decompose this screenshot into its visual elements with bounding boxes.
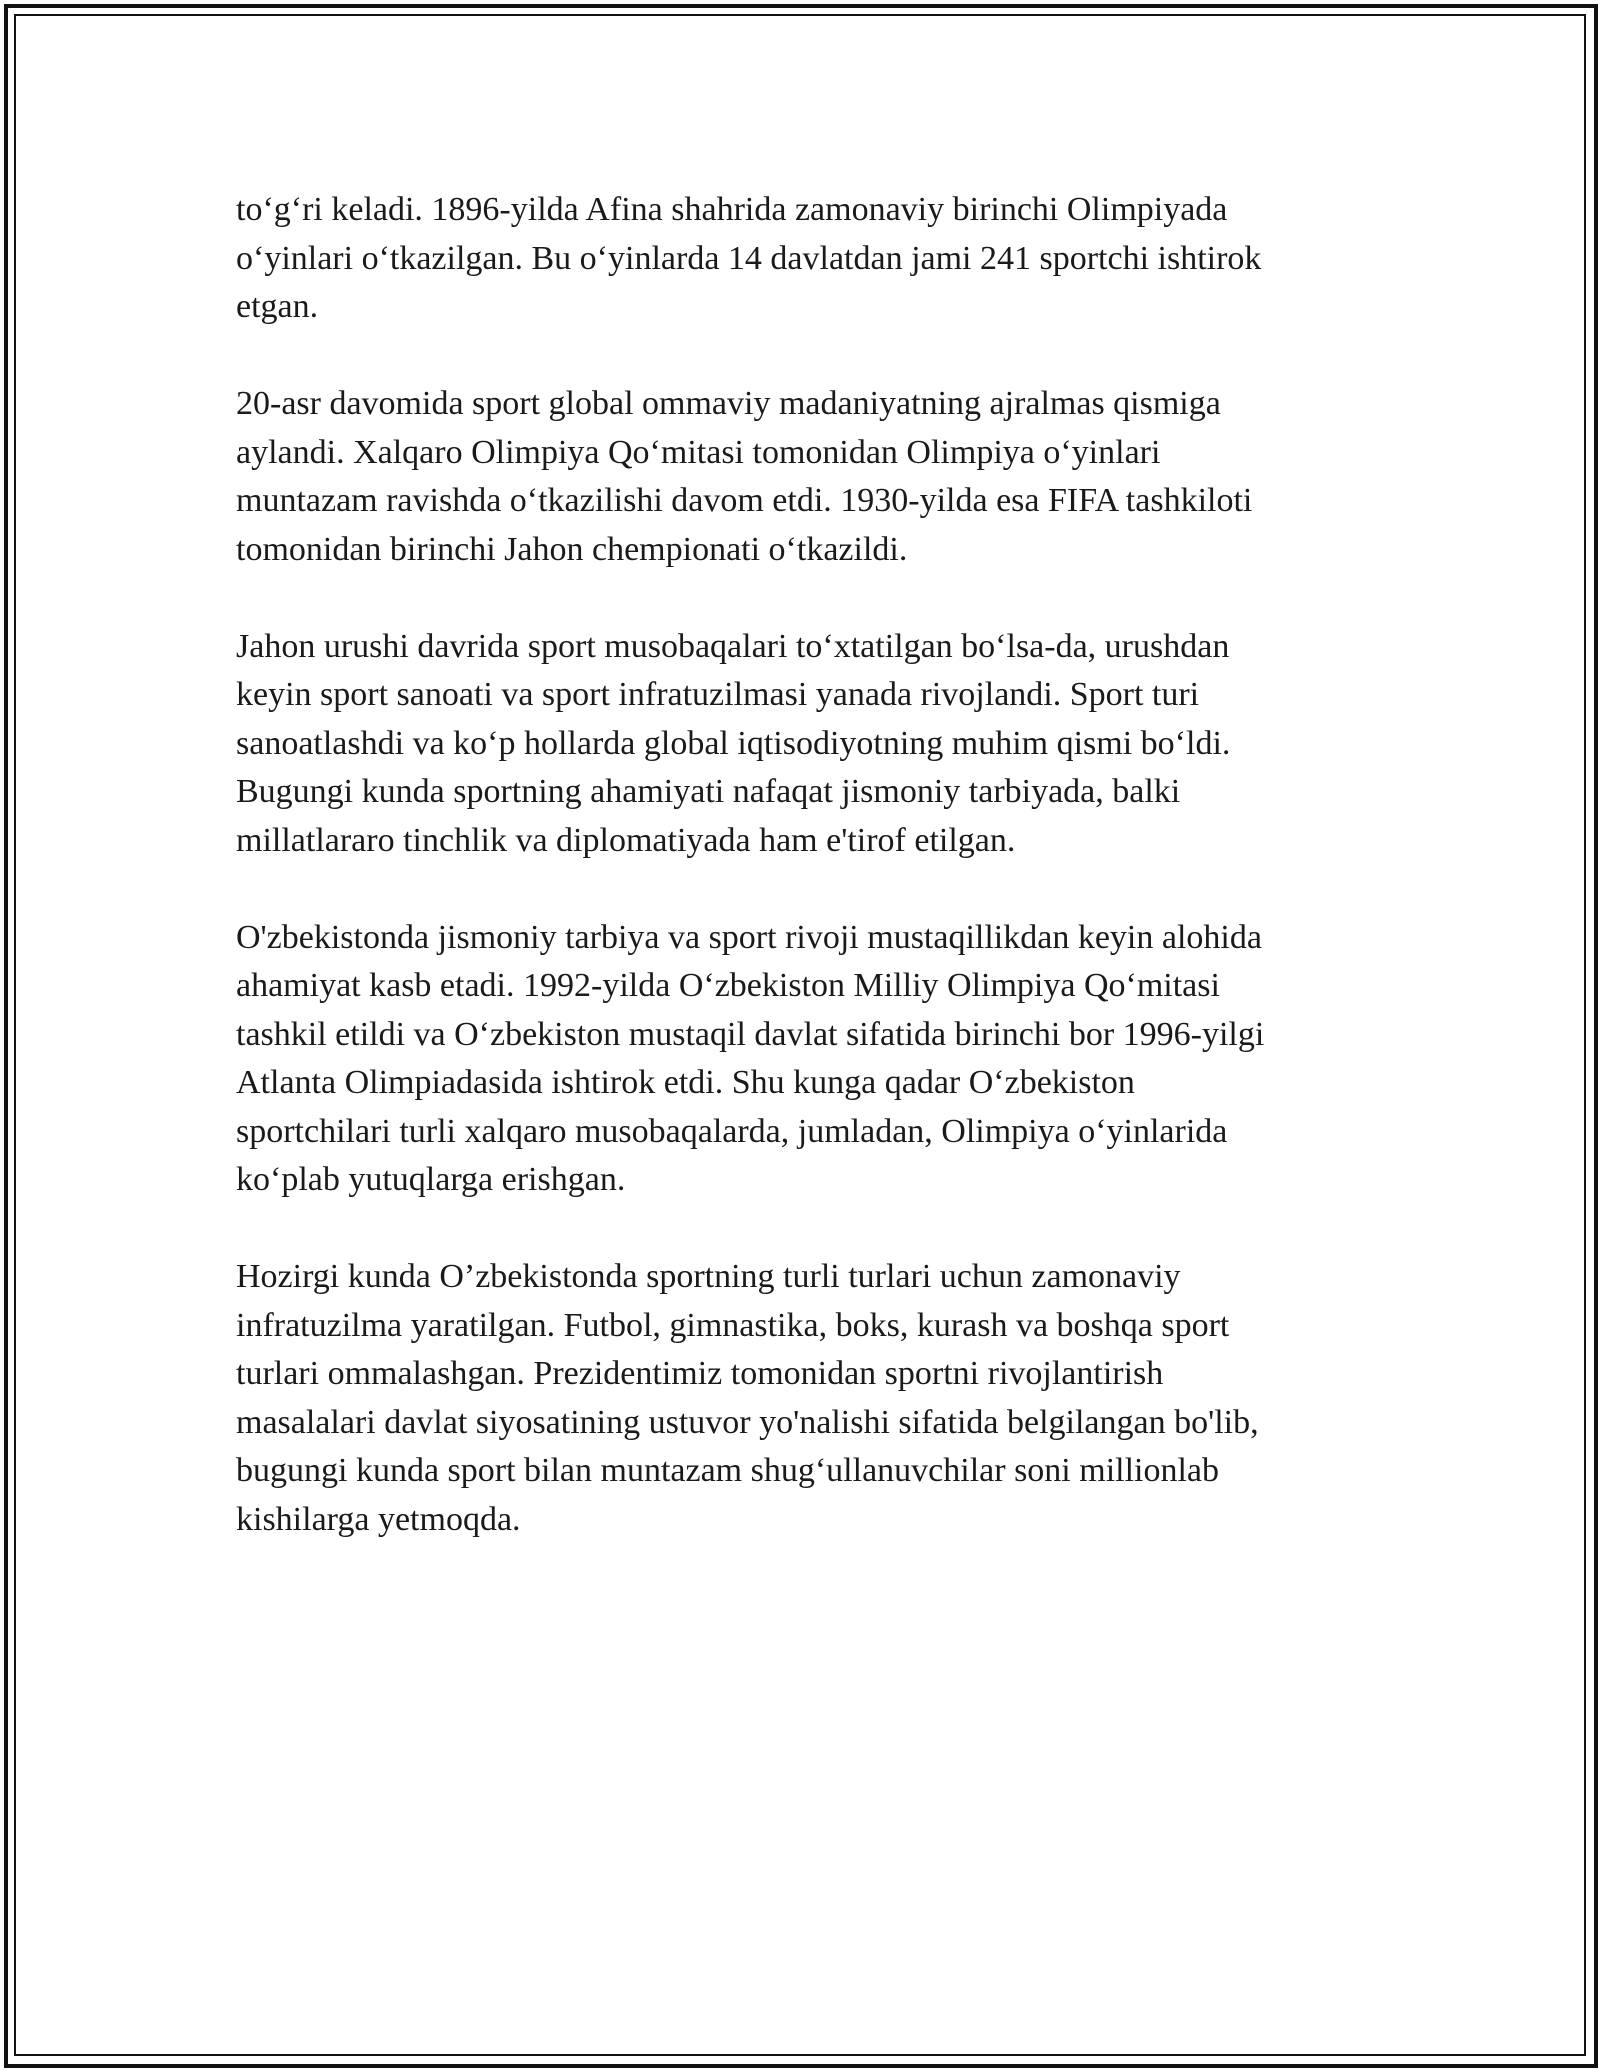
- paragraph-1: [236, 186, 1356, 332]
- text-line: infratuzilma yaratilgan. Futbol, gimnastika, boks, kurash va boshqa sport: [236, 1306, 1230, 1344]
- text-line: sportchilari turli xalqaro musobaqalarda, jumladan, Olimpiya o‘yinlarida: [236, 1112, 1228, 1150]
- text-line: ahamiyat kasb etadi. 1992-yilda O‘zbekiston Milliy Olimpiya Qo‘mitasi: [236, 967, 1220, 1004]
- text-line: Bugungi kunda sportning ahamiyati nafaqat jismoniy tarbiyada, balki: [236, 773, 1181, 810]
- text-line: O'zbekistonda jismoniy tarbiya va sport rivoji mustaqillikdan keyin alohida: [236, 918, 1262, 956]
- text-line: aylandi. Xalqaro Olimpiya Qo‘mitasi tomonidan Olimpiya o‘yinlari: [236, 433, 1161, 471]
- text-line: Hozirgi kunda O’zbekistonda sportning turli turlari uchun zamonaviy: [236, 1258, 1181, 1295]
- paragraph-2: [236, 380, 1356, 574]
- document-body: [236, 186, 1356, 1593]
- text-line: masalalari davlat siyosatining ustuvor yo'nalishi sifatida belgilangan bo'lib,: [236, 1403, 1259, 1441]
- text-line: muntazam ravishda o‘tkazilishi davom etdi. 1930-yilda esa FIFA tashkiloti: [236, 482, 1253, 519]
- text-line: turlari ommalashgan. Prezidentimiz tomonidan sportni rivojlantirish: [236, 1355, 1164, 1392]
- text-line: tomonidan birinchi Jahon chempionati o‘tkazildi.: [236, 530, 908, 568]
- text-line: 20-asr davomida sport global ommaviy madaniyatning ajralmas qismiga: [236, 385, 1221, 422]
- text-line: bugungi kunda sport bilan muntazam shug‘ullanuvchilar soni millionlab: [236, 1452, 1220, 1489]
- text-line: to‘g‘ri keladi. 1896-yilda Afina shahrida zamonaviy birinchi Olimpiyada: [236, 191, 1228, 228]
- text-line: ko‘plab yutuqlarga erishgan.: [236, 1161, 626, 1198]
- text-line: Atlanta Olimpiadasida ishtirok etdi. Shu kunga qadar O‘zbekiston: [236, 1064, 1135, 1101]
- text-line: keyin sport sanoati va sport infratuzilmasi yanada rivojlandi. Sport turi: [236, 676, 1200, 713]
- text-line: tashkil etildi va O‘zbekiston mustaqil davlat sifatida birinchi bor 1996-yilgi: [236, 1015, 1265, 1053]
- text-line: o‘yinlari o‘tkazilgan. Bu o‘yinlarda 14 davlatdan jami 241 sportchi ishtirok: [236, 239, 1262, 277]
- text-line: sanoatlashdi va ko‘p hollarda global iqtisodiyotning muhim qismi bo‘ldi.: [236, 724, 1231, 762]
- paragraph-4: [236, 914, 1356, 1205]
- text-line: Jahon urushi davrida sport musobaqalari to‘xtatilgan bo‘lsa-da, urushdan: [236, 627, 1230, 665]
- paragraph-5: [236, 1253, 1356, 1544]
- text-line: kishilarga yetmoqda.: [236, 1500, 521, 1538]
- text-line: millatlararo tinchlik va diplomatiyada ham e'tirof etilgan.: [236, 821, 1016, 859]
- paragraph-3: [236, 623, 1356, 866]
- text-line: etgan.: [236, 288, 319, 325]
